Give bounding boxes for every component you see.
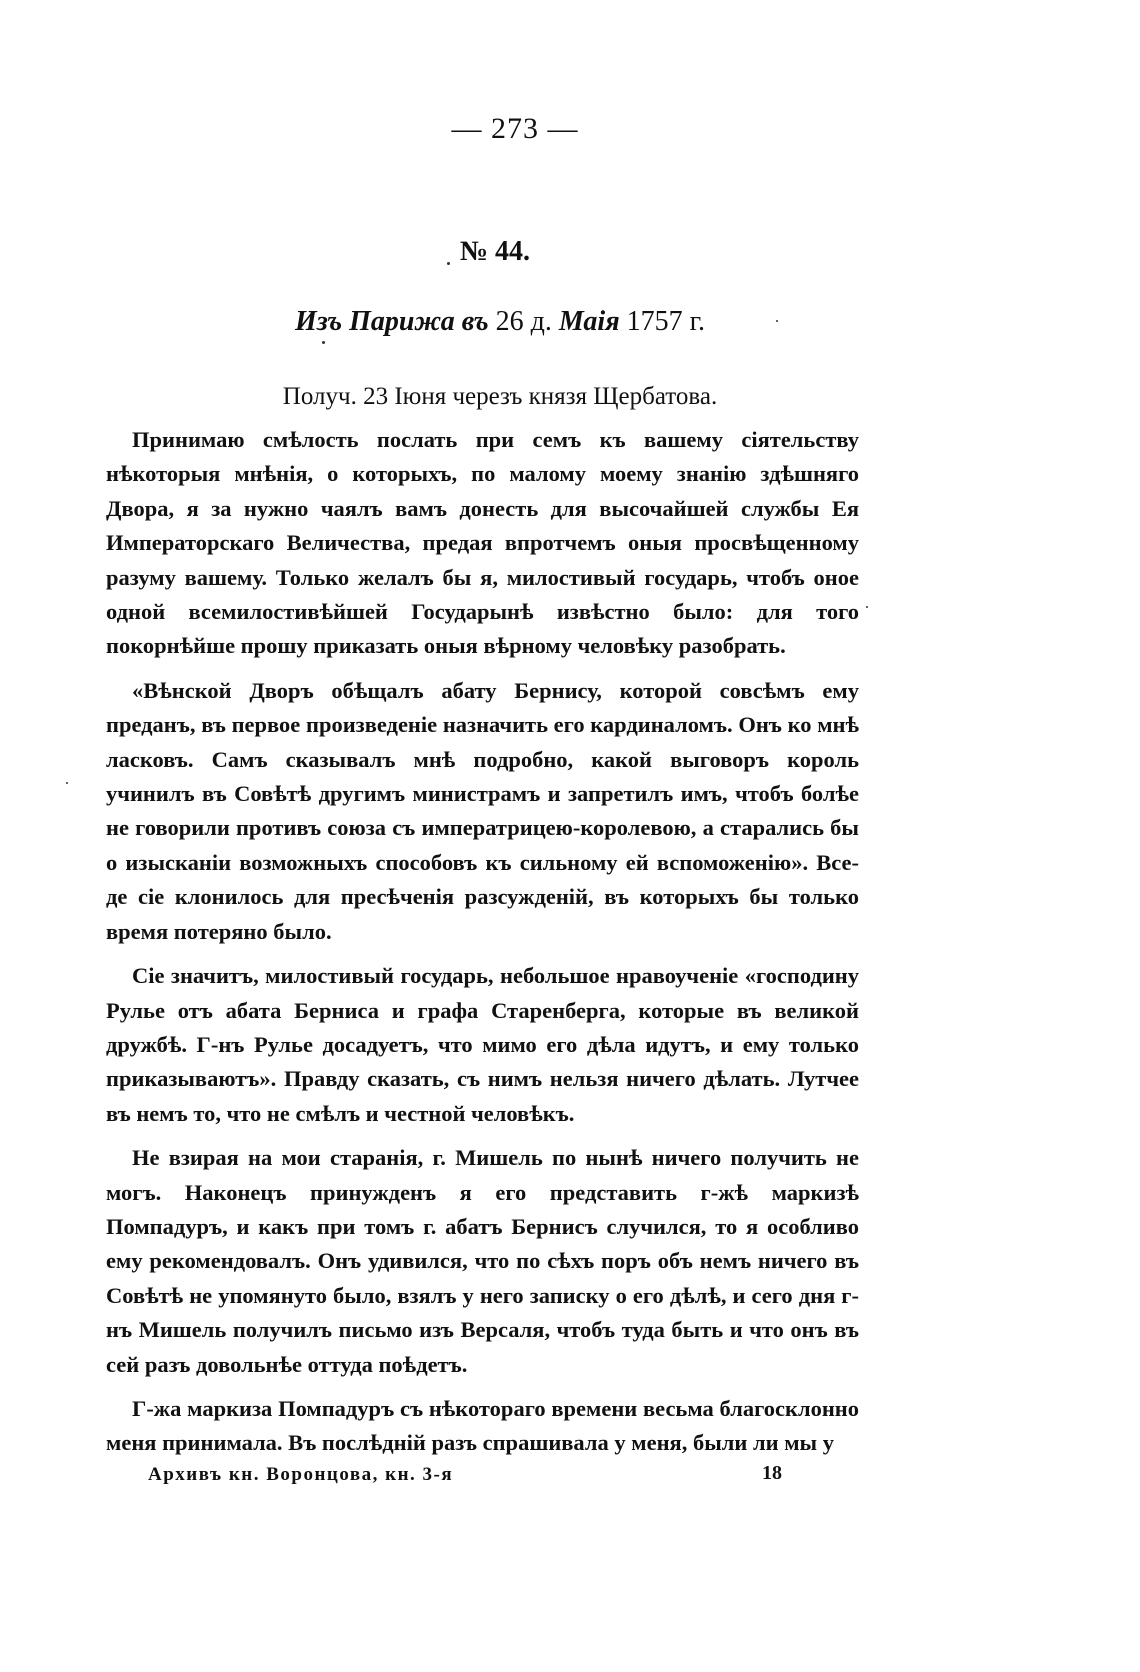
origin-from: Изъ Парижа въ — [295, 306, 489, 337]
paragraph: Г-жа маркиза Помпадуръ съ нѣкотораго времени весьма благосклонно меня принимала. Въ послѣдній разъ спрашивала у меня, были ли мы у — [106, 1395, 859, 1456]
document-number: № 44. — [459, 236, 531, 267]
paragraph: «Вѣнской Дворъ обѣщалъ абату Бернису, которой совсѣмъ ему преданъ, въ первое произведеніе назначить его кардиналомъ. Онъ ко мнѣ ласковъ. Самъ сказывалъ мнѣ подробно, какой выговоръ король учинилъ въ Совѣтѣ другимъ министрамъ и запретилъ имъ, чтобъ болѣе не говорили противъ союза съ императрицею-королевою, а старались бы о изысканіи возможныхъ способовъ къ сильному ей вспоможенію». Все-де сіе клонилось для пресѣченія разсужденій, въ которыхъ бы только время потеряно было. — [106, 677, 859, 944]
origin-heading — [0, 306, 1000, 338]
origin-year: 1757 г. — [626, 306, 705, 337]
print-speck — [322, 341, 325, 344]
paragraph: Сіе значитъ, милостивый государь, небольшое нравоученіе «господину Рулье отъ абата Берниса и графа Старенберга, которые въ великой дружбѣ. Г-нъ Рулье досадуетъ, что мимо его дѣла идутъ, и ему только приказываютъ». Правду сказать, съ нимъ нельзя ничего дѣлать. Лутчее въ немъ то, что не смѣлъ и честной человѣкъ. — [106, 963, 859, 1126]
page-number: — 273 — — [451, 112, 579, 145]
origin-month: Маія — [558, 306, 620, 337]
paragraph: Не взирая на мои старанія, г. Мишель по нынѣ ничего получить не могъ. Наконецъ принужденъ я его представить г-жѣ маркизѣ Помпадуръ, и какъ при томъ г. абатъ Бернисъ случился, то я особливо ему рекомендовалъ. Онъ удивился, что по сѣхъ поръ объ немъ ничего въ Совѣтѣ не упомянуто было, взялъ у него записку о его дѣлѣ, и сего дня г-нъ Мишель получилъ письмо изъ Версаля, чтобъ туда быть и что онъ въ сей разъ довольнѣе оттуда поѣдетъ. — [106, 1145, 859, 1377]
print-speck — [776, 320, 778, 322]
letter-body — [106, 423, 859, 1471]
paragraph: Принимаю смѣлость послать при семъ къ вашему сіятельству нѣкоторыя мнѣнія, о которыхъ, по малому моему знанію здѣшняго Двора, я за нужно чаялъ вамъ донесть для высочайшей службы Ея Императорскаго Величества, предая впротчемъ оныя просвѣщенному разуму вашему. Только желалъ бы я, милостивый государь, чтобъ оное одной всемилостивѣйшей Государынѣ извѣстно было: для того покорнѣйше прошу приказать оныя вѣрному человѣку разобрать. — [106, 427, 859, 659]
received-note: Получ. 23 Іюня черезъ князя Щербатова. — [282, 383, 718, 410]
print-speck — [66, 782, 68, 784]
print-speck — [866, 606, 868, 608]
footer-archive-title: Архивъ кн. Воронцова, кн. 3-я — [148, 1464, 454, 1485]
print-speck — [447, 262, 450, 265]
footer-signature-mark: 18 — [762, 1462, 782, 1484]
origin-day: 26 д. — [495, 306, 552, 337]
